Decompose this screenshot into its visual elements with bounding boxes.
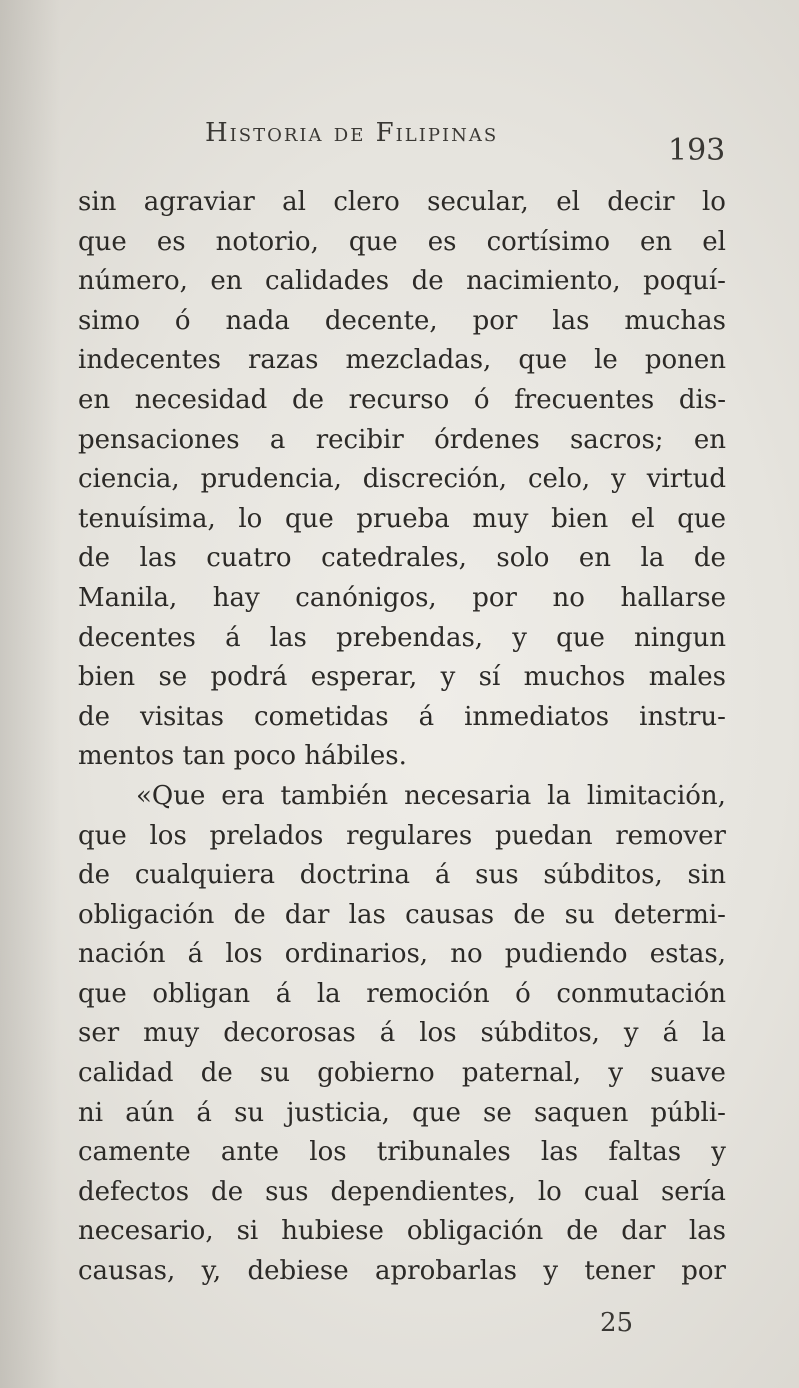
word: súbditos,	[480, 1018, 600, 1049]
word: instru-	[639, 701, 726, 732]
word: el	[630, 503, 655, 534]
word: es	[427, 226, 457, 257]
text-line	[78, 896, 726, 936]
word: remover	[615, 820, 726, 851]
word: á	[379, 1018, 396, 1049]
word: los	[225, 939, 263, 970]
word: y,	[201, 1256, 222, 1287]
word: males	[648, 662, 726, 693]
word: necesidad	[134, 384, 268, 415]
word: las	[540, 1137, 579, 1168]
word: conmutación	[556, 978, 726, 1009]
word: recurso	[348, 384, 450, 415]
text-line	[78, 460, 726, 500]
word: no	[552, 582, 585, 613]
word: calidad	[78, 1058, 174, 1089]
text-line	[78, 1133, 726, 1173]
word: y	[711, 1137, 726, 1168]
word: suave	[650, 1058, 726, 1089]
word: hábiles.	[304, 741, 407, 772]
word: necesario,	[78, 1216, 214, 1247]
word: recibir	[315, 424, 404, 455]
text-line	[78, 856, 726, 896]
word: indecentes	[78, 345, 221, 376]
word: justicia,	[286, 1097, 390, 1128]
word: que	[556, 622, 605, 653]
word: visitas	[140, 701, 225, 732]
word: Manila,	[78, 582, 178, 613]
text-line	[78, 935, 726, 975]
word: bien	[551, 503, 609, 534]
word: nacimiento,	[466, 266, 621, 297]
word: á	[418, 701, 435, 732]
text-line	[78, 302, 726, 342]
text-line	[78, 1173, 726, 1213]
word: la	[316, 978, 341, 1009]
text-line	[78, 500, 726, 540]
word: poco	[233, 741, 297, 772]
word: obligan	[152, 978, 251, 1009]
word: gobierno	[317, 1058, 435, 1089]
word: discreción,	[362, 464, 507, 495]
word: que	[78, 820, 127, 851]
word: secular,	[427, 187, 529, 217]
text-line	[78, 223, 726, 263]
word: número,	[78, 266, 188, 297]
word: necesaria	[404, 780, 532, 811]
word: hay	[212, 582, 260, 613]
word: solo	[496, 543, 550, 574]
word: ser	[78, 1018, 120, 1049]
word: simo	[78, 305, 140, 336]
word: muy	[143, 1018, 200, 1049]
word: obligación	[406, 1216, 544, 1247]
word: si	[236, 1216, 259, 1247]
word: pensaciones	[78, 424, 240, 455]
word: podrá	[210, 662, 288, 693]
word: dependientes,	[330, 1176, 516, 1207]
text-line	[78, 421, 726, 461]
text-line	[78, 698, 726, 738]
word: dar	[621, 1216, 666, 1247]
word: a	[269, 424, 286, 455]
word: muchos	[523, 662, 626, 693]
word: sin	[687, 860, 726, 891]
word: el	[702, 226, 726, 257]
word: la	[640, 543, 665, 574]
word: también	[280, 780, 389, 811]
word: al	[282, 187, 306, 217]
word: estas,	[649, 939, 726, 970]
word: se	[158, 662, 188, 693]
word: dis-	[678, 384, 726, 415]
word: sacros;	[569, 424, 664, 455]
body-text	[78, 183, 726, 1292]
word: tener	[584, 1256, 655, 1287]
word: decente,	[324, 305, 438, 336]
word: de	[78, 543, 111, 574]
word: ni	[78, 1097, 104, 1128]
word: causas	[405, 899, 495, 930]
text-line	[78, 658, 726, 698]
word: ó	[174, 305, 191, 336]
page-number: 193	[668, 133, 726, 168]
word: á	[225, 622, 241, 653]
word: las	[139, 543, 177, 574]
word: por	[472, 305, 518, 336]
word: inmediatos	[464, 701, 610, 732]
word: prudencia,	[200, 464, 342, 495]
word: pudiendo	[504, 939, 628, 970]
text-line	[78, 1014, 726, 1054]
word: regulares	[346, 820, 473, 851]
word: decorosas	[223, 1018, 356, 1049]
word: y	[440, 662, 456, 693]
word: camente	[78, 1137, 191, 1168]
word: de	[513, 899, 546, 930]
word: celo,	[527, 464, 591, 495]
word: calidades	[264, 266, 390, 297]
word: los	[149, 820, 187, 851]
word: remoción	[366, 978, 490, 1009]
word: las	[269, 622, 307, 653]
word: sería	[660, 1176, 726, 1207]
word: á	[196, 1097, 212, 1128]
word: nada	[225, 305, 290, 336]
word: que	[412, 1097, 461, 1128]
word: limitación,	[586, 780, 726, 811]
text-line	[78, 817, 726, 857]
word: ordinarios,	[284, 939, 429, 970]
word: su	[259, 1058, 291, 1089]
word: cual	[583, 1176, 639, 1207]
word: decentes	[78, 622, 196, 653]
word: cualquiera	[134, 860, 275, 891]
running-head: Historia de Filipinas	[205, 118, 499, 148]
word: que	[348, 226, 398, 257]
text-line	[78, 777, 726, 817]
word: hallarse	[620, 582, 726, 613]
word: aún	[125, 1097, 175, 1128]
word: prebendas,	[336, 622, 484, 653]
word: aprobarlas	[375, 1256, 517, 1287]
word: nación	[78, 939, 166, 970]
word: tan	[182, 741, 226, 772]
word: su	[564, 899, 595, 930]
text-line	[78, 737, 726, 777]
word: en	[210, 266, 243, 297]
word: de	[211, 1176, 244, 1207]
text-line	[78, 619, 726, 659]
text-line	[78, 341, 726, 381]
word: á	[275, 978, 292, 1009]
word: cuatro	[206, 543, 292, 574]
word: tenuísima,	[78, 503, 216, 534]
word: sin	[78, 187, 117, 217]
word: de	[78, 701, 111, 732]
word: y	[611, 464, 626, 495]
word: prueba	[356, 503, 450, 534]
word: por	[681, 1256, 726, 1287]
text-line	[78, 579, 726, 619]
word: doctrina	[299, 860, 411, 891]
text-line	[78, 1212, 726, 1252]
word: poquí-	[643, 266, 726, 297]
word: y	[512, 622, 527, 653]
text-line	[78, 183, 726, 223]
word: su	[234, 1097, 265, 1128]
word: de	[233, 899, 266, 930]
text-line	[78, 1094, 726, 1134]
word: los	[419, 1018, 457, 1049]
word: determi-	[613, 899, 726, 930]
word: públi-	[650, 1097, 726, 1128]
word: saquen	[533, 1097, 629, 1128]
word: la	[547, 780, 571, 811]
word: frecuentes	[514, 384, 655, 415]
word: la	[702, 1018, 726, 1049]
word: en	[640, 226, 673, 257]
word: ningun	[634, 622, 726, 653]
word: las	[348, 899, 386, 930]
word: notorio,	[215, 226, 319, 257]
word: á	[434, 860, 451, 891]
word: no	[450, 939, 483, 970]
word: debiese	[247, 1256, 349, 1287]
word: á	[187, 939, 204, 970]
word: que	[518, 345, 568, 376]
word: cometidas	[254, 701, 389, 732]
signature-mark: 25	[600, 1308, 634, 1338]
word: lo	[701, 187, 726, 217]
word: de	[411, 266, 444, 297]
word: sus	[265, 1176, 309, 1207]
word: sí	[478, 662, 501, 693]
word: prelados	[209, 820, 324, 851]
word: súbditos,	[543, 860, 663, 891]
word: tribunales	[376, 1137, 511, 1168]
word: en	[693, 424, 726, 455]
word: de	[78, 860, 111, 891]
word: sus	[475, 860, 519, 891]
word: mentos	[78, 741, 175, 772]
word: á	[662, 1018, 679, 1049]
word: y	[623, 1018, 639, 1049]
word: de	[200, 1058, 233, 1089]
word: mezcladas,	[345, 345, 492, 376]
word: los	[309, 1137, 347, 1168]
word: por	[472, 582, 517, 613]
word: defectos	[78, 1176, 190, 1207]
word: agraviar	[143, 187, 255, 217]
text-line	[78, 975, 726, 1015]
word: que	[78, 226, 127, 257]
word: en	[78, 384, 111, 415]
word: y	[543, 1256, 559, 1287]
word: ante	[220, 1137, 280, 1168]
word: bien	[78, 662, 136, 693]
word: de	[693, 543, 726, 574]
word: hubiese	[281, 1216, 384, 1247]
word: paternal,	[461, 1058, 582, 1089]
word: es	[156, 226, 186, 257]
word: esperar,	[310, 662, 418, 693]
text-line	[78, 1252, 726, 1292]
word: que	[284, 503, 334, 534]
word: ciencia,	[78, 464, 180, 495]
word: las	[552, 305, 590, 336]
word: obligación	[78, 899, 215, 930]
text-line	[78, 539, 726, 579]
word: catedrales,	[321, 543, 467, 574]
text-line	[78, 381, 726, 421]
word: clero	[333, 187, 400, 217]
word: razas	[247, 345, 319, 376]
text-line	[78, 1054, 726, 1094]
text-line	[78, 262, 726, 302]
word: «Que	[136, 780, 206, 811]
word: que	[677, 503, 726, 534]
word: que	[78, 978, 127, 1009]
word: y	[608, 1058, 624, 1089]
word: canónigos,	[295, 582, 437, 613]
word: muy	[472, 503, 529, 534]
word: lo	[537, 1176, 562, 1207]
word: lo	[238, 503, 263, 534]
word: muchas	[624, 305, 726, 336]
word: órdenes	[434, 424, 540, 455]
word: el	[556, 187, 580, 217]
word: le	[594, 345, 618, 376]
word: virtud	[646, 464, 726, 495]
word: ponen	[644, 345, 726, 376]
word: se	[483, 1097, 512, 1128]
word: causas,	[78, 1256, 176, 1287]
word: ó	[515, 978, 531, 1009]
word: puedan	[494, 820, 593, 851]
word: en	[578, 543, 612, 574]
word: dar	[284, 899, 330, 930]
word: faltas	[608, 1137, 682, 1168]
word: las	[688, 1216, 726, 1247]
page-edge-shadow	[0, 0, 60, 1388]
word: de	[566, 1216, 599, 1247]
word: ó	[473, 384, 490, 415]
word: decir	[607, 187, 675, 217]
word: cortísimo	[486, 226, 610, 257]
word: era	[221, 780, 265, 811]
word: de	[291, 384, 325, 415]
